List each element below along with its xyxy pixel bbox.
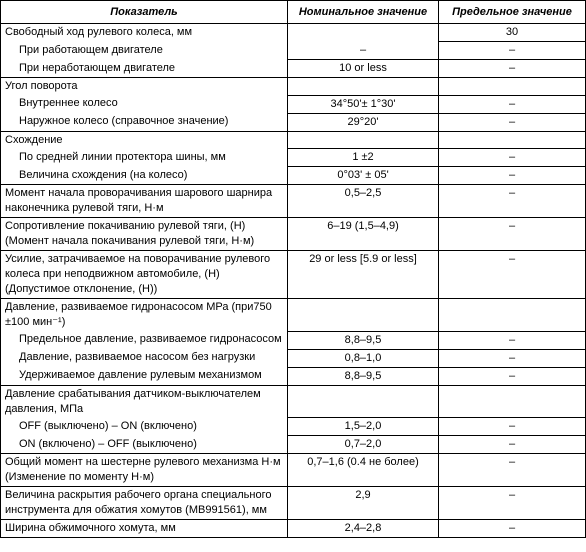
nominal-cell: 10 or less <box>288 60 439 78</box>
limit-cell: 30 <box>439 24 586 42</box>
table-row <box>1 454 586 487</box>
nominal-cell: 34°50'± 1°30' <box>288 95 439 113</box>
limit-cell: – <box>439 487 586 520</box>
limit-cell: – <box>439 436 586 454</box>
nominal-cell <box>288 24 439 42</box>
param-cell: Сопротивление покачиванию рулевой тяги, (Н) (Момент начала покачивания рулевой тяги, Н·м) <box>1 218 288 251</box>
table-row <box>1 78 586 96</box>
limit-cell: – <box>439 367 586 385</box>
param-cell: Свободный ход рулевого колеса, мм <box>1 24 288 42</box>
param-cell: Момент начала проворачивания шарового шарнира наконечника рулевой тяги, Н·м <box>1 185 288 218</box>
nominal-cell: 6–19 (1,5–4,9) <box>288 218 439 251</box>
limit-cell: – <box>439 218 586 251</box>
nominal-cell: 0,5–2,5 <box>288 185 439 218</box>
limit-cell: – <box>439 349 586 367</box>
limit-cell: – <box>439 418 586 436</box>
table-row <box>1 218 586 251</box>
nominal-cell: 8,8–9,5 <box>288 367 439 385</box>
nominal-cell: 0,7–2,0 <box>288 436 439 454</box>
param-cell: Общий момент на шестерне рулевого механизма Н·м (Изменение по моменту Н·м) <box>1 454 288 487</box>
header-limit: Предельное значение <box>439 1 586 24</box>
param-cell: OFF (выключено) – ON (включено) <box>1 418 288 436</box>
nominal-cell: 2,9 <box>288 487 439 520</box>
limit-cell: – <box>439 167 586 185</box>
limit-cell <box>439 78 586 96</box>
table-row <box>1 149 586 167</box>
param-cell: При неработающем двигателе <box>1 60 288 78</box>
table-row <box>1 331 586 349</box>
nominal-cell: 0,8–1,0 <box>288 349 439 367</box>
param-cell: Давление срабатывания датчиком-выключателем давления, МПа <box>1 385 288 418</box>
table-row <box>1 251 586 299</box>
param-cell: Давление, развиваемое гидронасосом МРа (при750 ±100 мин⁻¹) <box>1 299 288 332</box>
header-row <box>1 1 586 24</box>
nominal-cell: 29°20' <box>288 113 439 131</box>
table-row <box>1 167 586 185</box>
nominal-cell <box>288 78 439 96</box>
param-cell: При работающем двигателе <box>1 42 288 60</box>
limit-cell <box>439 131 586 149</box>
nominal-cell <box>288 385 439 418</box>
param-cell: Предельное давление, развиваемое гидронасосом <box>1 331 288 349</box>
table-row <box>1 299 586 332</box>
param-cell: Удерживаемое давление рулевым механизмом <box>1 367 288 385</box>
table-row <box>1 349 586 367</box>
limit-cell: – <box>439 331 586 349</box>
nominal-cell <box>288 299 439 332</box>
table-row <box>1 436 586 454</box>
limit-cell <box>439 299 586 332</box>
limit-cell: – <box>439 113 586 131</box>
nominal-cell: 1 ±2 <box>288 149 439 167</box>
table-row <box>1 24 586 42</box>
param-cell: Величина схождения (на колесо) <box>1 167 288 185</box>
table-row <box>1 42 586 60</box>
table-row <box>1 520 586 538</box>
limit-cell: – <box>439 185 586 218</box>
table-row <box>1 113 586 131</box>
param-cell: По средней линии протектора шины, мм <box>1 149 288 167</box>
param-cell: ON (включено) – OFF (выключено) <box>1 436 288 454</box>
param-cell: Давление, развиваемое насосом без нагрузки <box>1 349 288 367</box>
param-cell: Наружное колесо (справочное значение) <box>1 113 288 131</box>
param-cell: Схождение <box>1 131 288 149</box>
param-cell: Угол поворота <box>1 78 288 96</box>
limit-cell: – <box>439 251 586 299</box>
table-row <box>1 185 586 218</box>
param-cell: Величина раскрытия рабочего органа специального инструмента для обжатия хомутов (МВ991561), мм <box>1 487 288 520</box>
table-row <box>1 131 586 149</box>
limit-cell: – <box>439 95 586 113</box>
limit-cell <box>439 385 586 418</box>
param-cell: Ширина обжимочного хомута, мм <box>1 520 288 538</box>
table-row <box>1 385 586 418</box>
header-nominal: Номинальное значение <box>288 1 439 24</box>
nominal-cell: 2,4–2,8 <box>288 520 439 538</box>
nominal-cell: 0°03' ± 05' <box>288 167 439 185</box>
limit-cell: – <box>439 454 586 487</box>
nominal-cell: – <box>288 42 439 60</box>
param-cell: Внутреннее колесо <box>1 95 288 113</box>
table-row <box>1 418 586 436</box>
limit-cell: – <box>439 60 586 78</box>
table-row <box>1 95 586 113</box>
table-row <box>1 367 586 385</box>
table-row <box>1 60 586 78</box>
limit-cell: – <box>439 520 586 538</box>
nominal-cell: 0,7–1,6 (0.4 не более) <box>288 454 439 487</box>
nominal-cell: 29 or less [5.9 or less] <box>288 251 439 299</box>
nominal-cell: 8,8–9,5 <box>288 331 439 349</box>
limit-cell: – <box>439 42 586 60</box>
limit-cell: – <box>439 149 586 167</box>
table-row <box>1 487 586 520</box>
header-parameter: Показатель <box>1 1 288 24</box>
nominal-cell <box>288 131 439 149</box>
param-cell: Усилие, затрачиваемое на поворачивание рулевого колеса при неподвижном автомобиле, (Н) (Допустимое отклонение, (Н)) <box>1 251 288 299</box>
nominal-cell: 1,5–2,0 <box>288 418 439 436</box>
